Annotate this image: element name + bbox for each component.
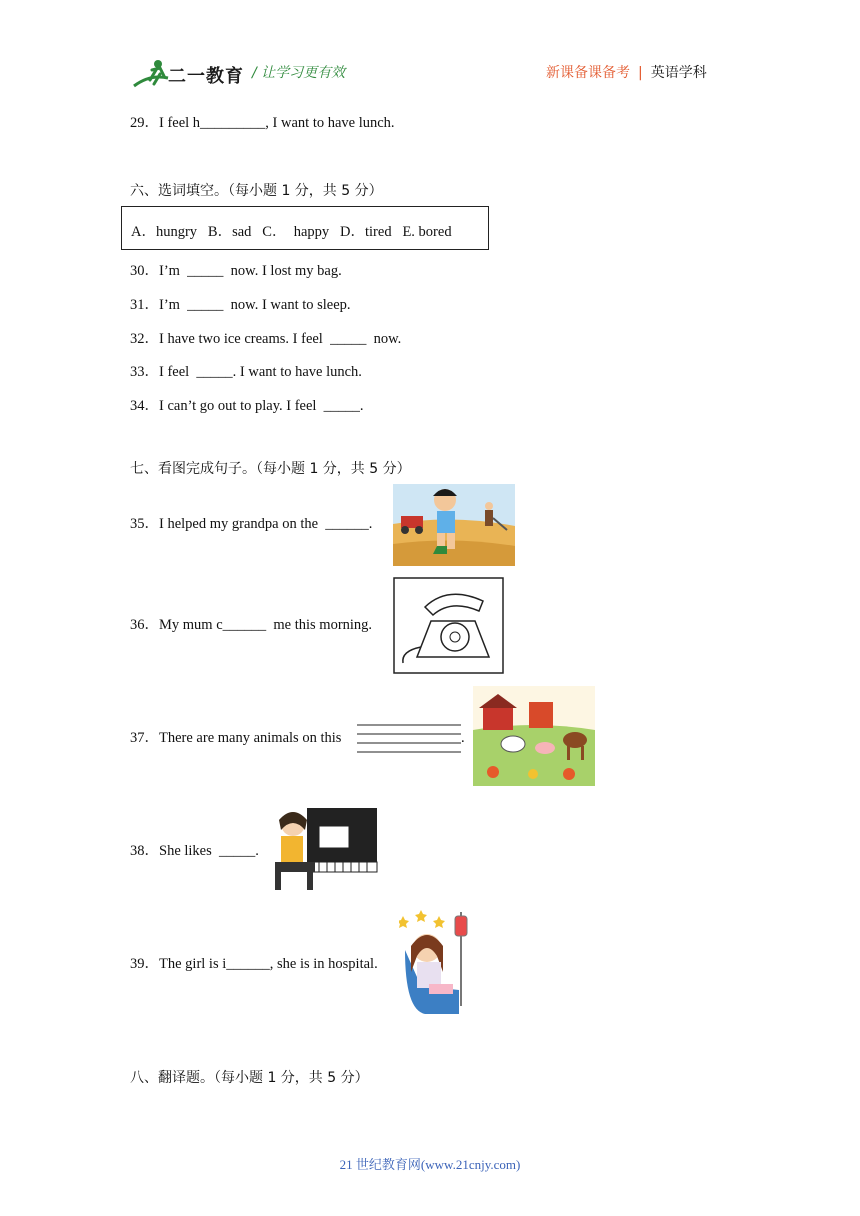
header-separator: | (638, 65, 643, 81)
question-29: 29．I feel h_________, I want to have lunch. (130, 115, 395, 131)
word-options-box (121, 206, 489, 250)
question-31: 31．I’m _____ now. I want to sleep. (130, 297, 351, 313)
question-37: 37．There are many animals on this (130, 730, 342, 746)
question-37-period: . (461, 730, 465, 746)
question-30: 30．I’m _____ now. I lost my bag. (130, 263, 342, 279)
question-36: 36．My mum c______ me this morning. (130, 617, 373, 633)
farm-animals-image (473, 686, 595, 786)
four-line-writing-grid (357, 722, 461, 756)
header-right (546, 62, 707, 82)
telephone-image (393, 577, 504, 674)
word-options: A．hungry B．sad C． happy D．tired E. bored (131, 224, 452, 240)
question-39: 39．The girl is i______, she is in hospital. (130, 956, 378, 972)
footer-source[interactable]: 21 世纪教育网(www.21cnjy.com) (339, 1157, 521, 1172)
sick-girl-hospital-image (399, 906, 473, 1016)
header-slogan: / 让学习更有效 (252, 65, 346, 81)
question-38: 38．She likes _____. (130, 843, 259, 859)
question-35: 35．I helped my grandpa on the ______. (130, 516, 373, 532)
farm-boy-image (393, 484, 515, 566)
section-7-title: 七、看图完成句子。（每小题 1 分，共 5 分） (130, 461, 411, 477)
question-33: 33．I feel _____. I want to have lunch. (130, 364, 362, 380)
header-subject-label: 英语学科 (650, 65, 707, 81)
header-course-label: 新课备课备考 (546, 65, 630, 81)
section-6-title: 六、选词填空。（每小题 1 分，共 5 分） (130, 183, 383, 199)
question-32: 32．I have two ice creams. I feel _____ now. (130, 331, 402, 347)
logo-text: 二一教育 (168, 66, 244, 87)
section-8-title: 八、翻译题。（每小题 1 分，共 5 分） (130, 1070, 369, 1086)
question-34: 34．I can’t go out to play. I feel _____. (130, 398, 364, 414)
girl-playing-piano-image (271, 806, 378, 890)
